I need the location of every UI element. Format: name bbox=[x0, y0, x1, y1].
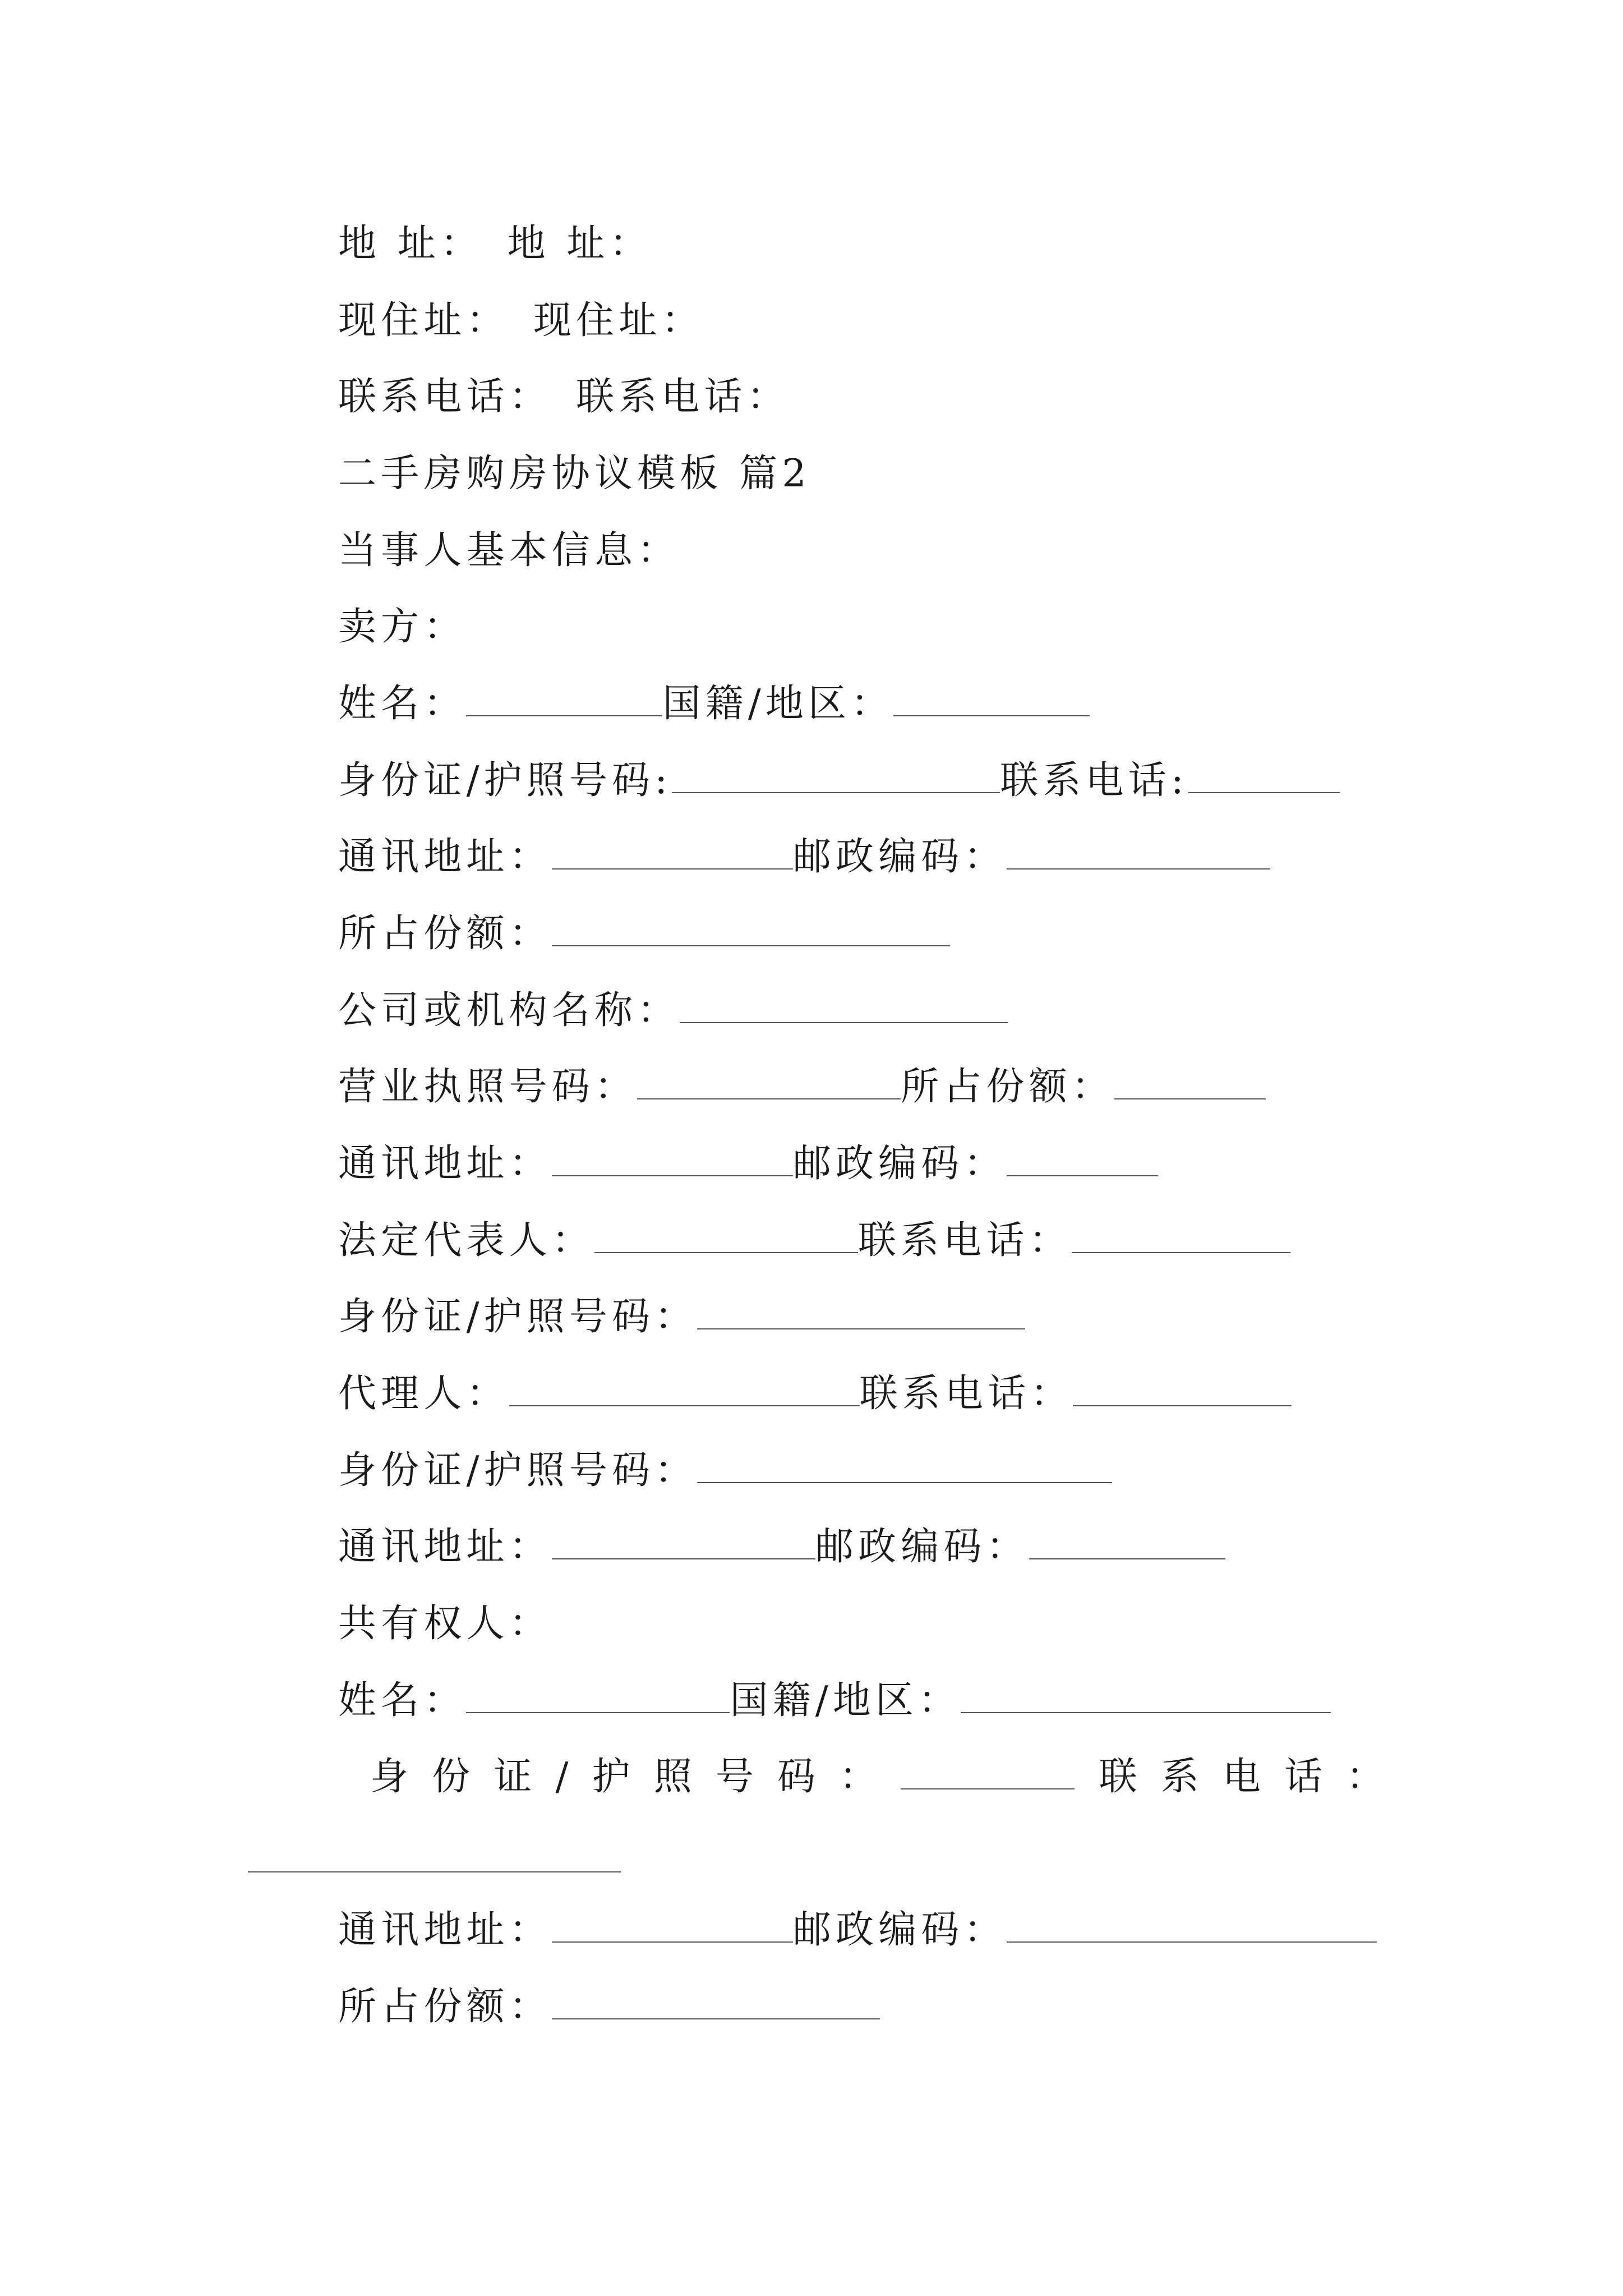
phone-label: 联系电话: bbox=[1000, 758, 1188, 803]
phone-label: 联系电话： bbox=[859, 1372, 1073, 1416]
company-blank[interactable] bbox=[680, 983, 1008, 1023]
nationality-blank[interactable] bbox=[893, 676, 1090, 716]
id-label: 身份证/护照号码： bbox=[338, 1448, 698, 1493]
company-mail-row bbox=[338, 1133, 1158, 1195]
co-owner-id-row bbox=[370, 1746, 1408, 1808]
mail-address-blank[interactable] bbox=[552, 1902, 793, 1943]
seller-id-row bbox=[338, 750, 1340, 812]
section-title-text: 二手房购房协议模板 篇2 bbox=[338, 452, 811, 496]
co-owner-label: 共有权人： bbox=[338, 1602, 552, 1646]
co-owner-share-row bbox=[338, 1976, 880, 2038]
name-blank[interactable] bbox=[466, 1673, 730, 1713]
share-blank[interactable] bbox=[552, 1979, 880, 2019]
license-label: 营业执照号码： bbox=[338, 1065, 638, 1109]
share-label: 所占份额： bbox=[901, 1065, 1114, 1109]
postcode-blank[interactable] bbox=[1007, 1902, 1377, 1943]
id-blank[interactable] bbox=[697, 1443, 1112, 1483]
section-title bbox=[338, 443, 811, 505]
name-blank[interactable] bbox=[466, 676, 662, 716]
mail-address-label: 通讯地址： bbox=[338, 835, 552, 879]
license-blank[interactable] bbox=[637, 1059, 901, 1099]
share-label: 所占份额： bbox=[338, 912, 552, 956]
phone-blank[interactable] bbox=[1072, 1213, 1290, 1253]
current-address-line bbox=[338, 290, 704, 352]
mail-address-blank[interactable] bbox=[552, 829, 793, 869]
phone-label: 联系电话： bbox=[338, 375, 552, 419]
phone-label: 联系电话： bbox=[1099, 1755, 1408, 1799]
share-blank[interactable] bbox=[552, 906, 950, 946]
agent-blank[interactable] bbox=[509, 1366, 860, 1406]
id-label: 身份证/护照号码： bbox=[338, 1295, 698, 1339]
mail-address-blank[interactable] bbox=[552, 1519, 815, 1559]
phone-label: 联系电话： bbox=[857, 1218, 1072, 1263]
id-blank[interactable] bbox=[672, 753, 1000, 793]
mail-address-label: 通讯地址： bbox=[338, 1908, 552, 1952]
seller-name-row bbox=[338, 673, 1090, 735]
mail-address-blank[interactable] bbox=[552, 1136, 793, 1176]
id-blank[interactable] bbox=[901, 1749, 1075, 1789]
current-address-label: 现住址： bbox=[533, 298, 704, 343]
phone-blank[interactable] bbox=[1073, 1366, 1292, 1406]
id-label: 身份证/护照号码： bbox=[370, 1755, 901, 1799]
license-row bbox=[338, 1056, 1266, 1118]
legal-rep-blank[interactable] bbox=[594, 1213, 858, 1253]
basic-info-heading bbox=[338, 520, 680, 582]
company-label: 公司或机构名称： bbox=[338, 988, 680, 1033]
postcode-blank[interactable] bbox=[1029, 1519, 1225, 1559]
id-blank[interactable] bbox=[697, 1289, 1025, 1329]
agent-label: 代理人： bbox=[338, 1372, 509, 1416]
legal-rep-label: 法定代表人： bbox=[338, 1218, 594, 1263]
address-label: 地 址： bbox=[338, 222, 483, 266]
seller-mail-row bbox=[338, 826, 1270, 888]
nationality-blank[interactable] bbox=[961, 1673, 1331, 1713]
postcode-blank[interactable] bbox=[1007, 1136, 1158, 1176]
postcode-label: 邮政编码： bbox=[792, 835, 1007, 879]
seller-share-row bbox=[338, 903, 950, 965]
name-label: 姓名： bbox=[338, 682, 467, 726]
legal-rep-id-row bbox=[338, 1286, 1025, 1348]
share-label: 所占份额： bbox=[338, 1985, 552, 2029]
agent-id-row bbox=[338, 1440, 1112, 1502]
phone-blank-wrapped[interactable] bbox=[248, 1871, 621, 1872]
seller-heading bbox=[338, 596, 466, 658]
share-blank[interactable] bbox=[1114, 1059, 1266, 1099]
agent-mail-row bbox=[338, 1516, 1225, 1578]
legal-rep-row bbox=[338, 1210, 1290, 1272]
nationality-label: 国籍/地区： bbox=[730, 1678, 961, 1723]
postcode-label: 邮政编码： bbox=[792, 1142, 1007, 1186]
agent-row bbox=[338, 1363, 1292, 1425]
postcode-label: 邮政编码： bbox=[815, 1525, 1029, 1569]
phone-label: 联系电话： bbox=[576, 375, 790, 419]
co-owner-mail-row bbox=[338, 1899, 1377, 1961]
id-label: 身份证/护照号码: bbox=[338, 758, 672, 803]
name-label: 姓名： bbox=[338, 1678, 467, 1723]
company-row bbox=[338, 980, 1008, 1042]
postcode-blank[interactable] bbox=[1007, 829, 1270, 869]
address-line bbox=[338, 213, 652, 275]
nationality-label: 国籍/地区： bbox=[662, 682, 894, 726]
current-address-label: 现住址： bbox=[338, 298, 509, 343]
mail-address-label: 通讯地址： bbox=[338, 1142, 552, 1186]
seller-label: 卖方： bbox=[338, 605, 467, 649]
postcode-label: 邮政编码： bbox=[792, 1908, 1007, 1952]
address-label: 地 址： bbox=[507, 222, 652, 266]
phone-line bbox=[338, 366, 790, 428]
mail-address-label: 通讯地址： bbox=[338, 1525, 552, 1569]
basic-info-label: 当事人基本信息： bbox=[338, 528, 680, 573]
co-owner-heading bbox=[338, 1593, 552, 1655]
phone-blank[interactable] bbox=[1188, 753, 1340, 793]
co-owner-name-row bbox=[338, 1670, 1331, 1732]
